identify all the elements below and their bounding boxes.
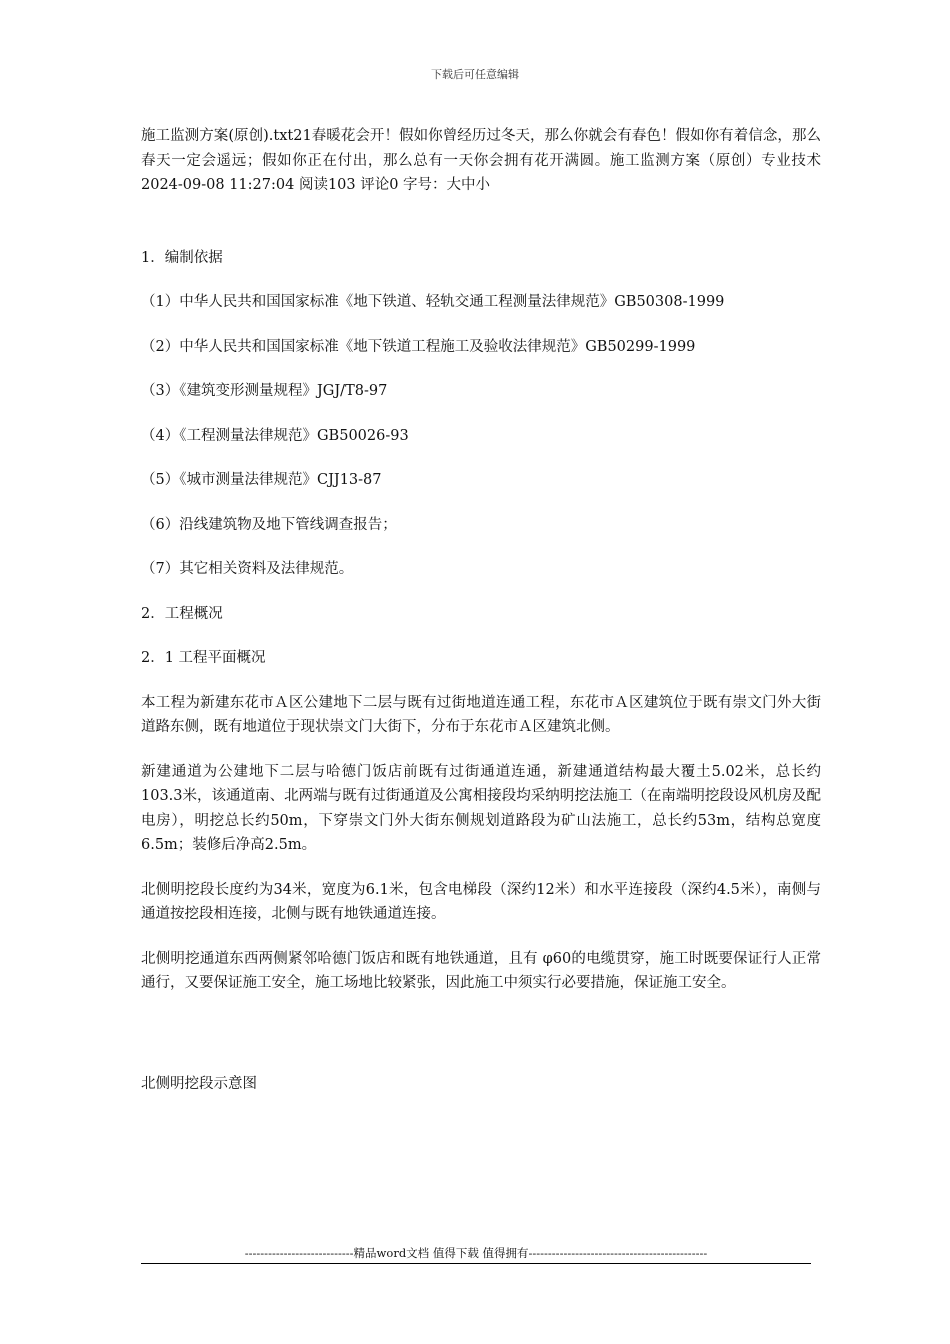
- section-1-heading: 1．编制依据: [141, 249, 223, 266]
- overview-paragraph-3: 北侧明挖段长度约为34米，宽度为6.1米，包含电梯段（深约12米）和水平连接段（深约4.5米），南侧与通道按挖段相连接，北侧与既有地铁通道连接。: [141, 881, 821, 922]
- figure-caption: 北侧明挖段示意图: [141, 1075, 257, 1092]
- reference-item-4: （4）《工程测量法律规范》GB50026-93: [141, 427, 409, 444]
- reference-item-2: （2）中华人民共和国国家标准《地下铁道工程施工及验收法律规范》GB50299-1999: [141, 338, 696, 355]
- footer-rule: [141, 1263, 811, 1264]
- document-body: [141, 124, 821, 1116]
- page-header: 下载后可任意编辑: [431, 68, 519, 81]
- section-2-heading: 2．工程概况: [141, 605, 223, 622]
- overview-paragraph-2: 新建通道为公建地下二层与哈德门饭店前既有过街通道连通，新建通道结构最大覆土5.02米，总长约103.3米，该通道南、北两端与既有过街通道及公寓相接段均采纳明挖法施工（在南端明挖段设风机房及配电房），明挖总长约50m，下穿崇文门外大街东侧规划道路段为矿山法施工，总长约53m，结构总宽度6.5m；装修后净高2.5m。: [141, 763, 821, 853]
- reference-item-6: （6）沿线建筑物及地下管线调查报告；: [141, 516, 397, 533]
- spacer: [141, 218, 821, 246]
- section-2-1-heading: 2．1 工程平面概况: [141, 650, 266, 666]
- page-footer: ----------------------------精品word文档 值得下载 值得拥有----------------------------------------------: [244, 1246, 708, 1260]
- reference-item-1: （1）中华人民共和国国家标准《地下铁道、轻轨交通工程测量法律规范》GB50308-1999: [141, 294, 725, 310]
- overview-paragraph-4: 北侧明挖通道东西两侧紧邻哈德门饭店和既有地铁通道，且有 φ60的电缆贯穿，施工时既要保证行人正常通行，又要保证施工安全，施工场地比较紧张，因此施工中须实行必要措施，保证施工安全。: [141, 950, 821, 991]
- reference-item-3: （3）《建筑变形测量规程》JGJ/T8-97: [141, 383, 388, 399]
- spacer: [141, 1016, 821, 1072]
- reference-item-5: （5）《城市测量法律规范》CJJ13-87: [141, 472, 382, 488]
- overview-paragraph-1: 本工程为新建东花市Ａ区公建地下二层与既有过街地道连通工程，东花市Ａ区建筑位于既有崇文门外大街道路东侧，既有地道位于现状崇文门大街下，分布于东花市Ａ区建筑北侧。: [141, 694, 821, 735]
- reference-item-7: （7）其它相关资料及法律规范。: [141, 561, 354, 577]
- intro-paragraph: 施工监测方案(原创).txt21春暖花会开！假如你曾经历过冬天，那么你就会有春色！假如你有着信念，那么春天一定会遥远；假如你正在付出，那么总有一天你会拥有花开满圆。施工监测方案（原创）专业技术 2024-09-08 11:27:04 阅读103 评论0 字号：大中小: [141, 128, 821, 193]
